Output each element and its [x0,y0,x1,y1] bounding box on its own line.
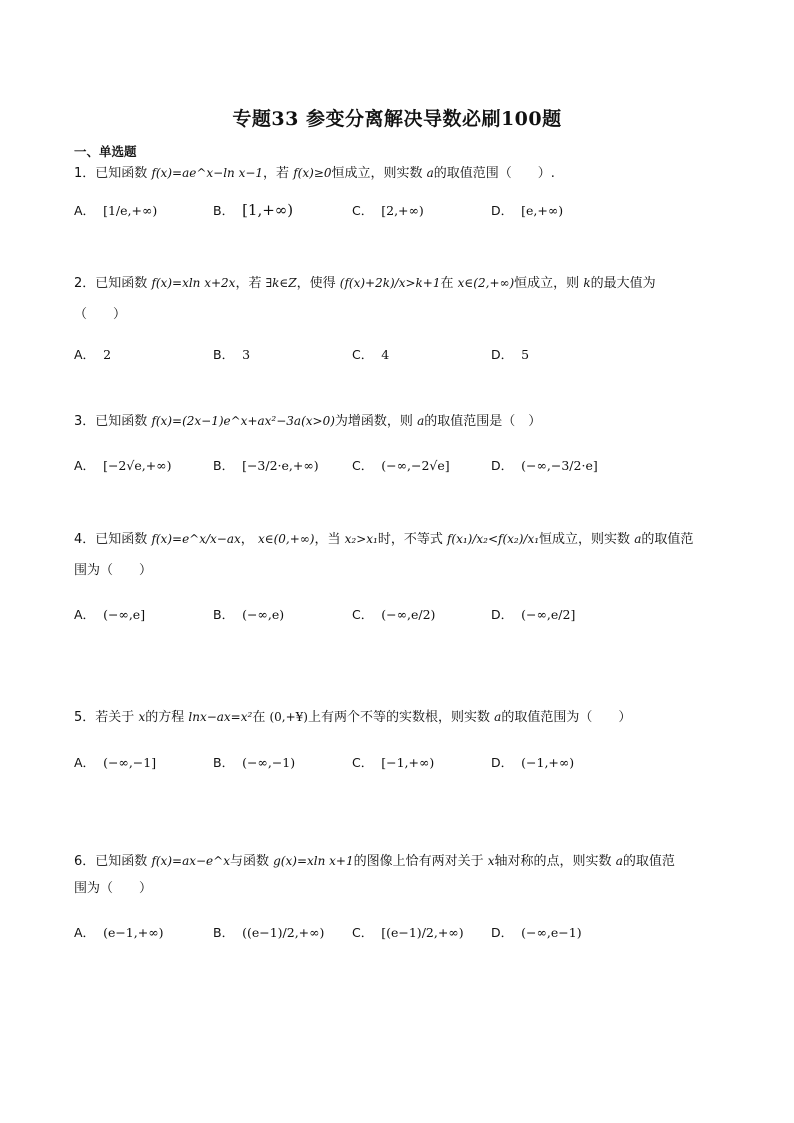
question-4 [74,530,724,582]
option-a[interactable]: A． (e−1,+∞) [74,924,164,940]
option-a[interactable]: A． [1/e,+∞) [74,202,158,218]
option-d[interactable]: D． 5 [491,346,530,362]
math-variable: a [494,710,502,724]
question-number: 4． [74,532,96,547]
math-expression: x∈(0,+∞) [257,532,315,546]
question-stem: 1．已知函数 f(x)=ae^x−ln x−1，若 f(x)≥0恒成立，则实数 a的取值范围（ ）. [74,166,555,181]
math-expression: f(x)=e^x/x−ax [151,532,241,546]
math-expression: f(x)=(2x−1)e^x+ax²−3a(x>0) [151,414,335,428]
option-d[interactable]: D． [e,+∞) [491,202,564,218]
question-stem: 3．已知函数 f(x)=(2x−1)e^x+ax²−3a(x>0)为增函数，则 a的取值范围是（ ） [74,414,542,429]
option-a[interactable]: A． 2 [74,346,112,362]
page-title: 专题33 参变分离解决导数必刷100题 [232,108,562,130]
math-variable: a [426,166,434,180]
math-variable: a [634,532,642,546]
option-b[interactable]: B． [1,+∞) [213,201,294,219]
options-row [74,917,724,947]
option-a[interactable]: A． (−∞,e] [74,606,146,622]
math-expression: ∃k∈Z [265,276,297,290]
option-b[interactable]: B． [−3/2·e,+∞) [213,457,319,473]
option-d[interactable]: D． (−∞,e−1) [491,924,582,940]
option-b[interactable]: B． ((e−1)/2,+∞) [213,924,325,940]
option-c[interactable]: C． [−1,+∞) [352,754,435,770]
options-row [74,747,724,777]
math-variable: a [615,854,623,868]
question-number: 1． [74,166,96,181]
option-c[interactable]: C． 4 [352,346,390,362]
math-expression: (f(x)+2k)/x>k+1 [339,276,441,290]
option-c[interactable]: C． (−∞,−2√e] [352,457,450,473]
question-5 [74,708,724,729]
question-1 [74,164,724,185]
question-stem-continued: 围为（ ） [74,880,153,896]
question-6 [74,852,724,900]
math-expression: g(x)=xln x+1 [273,854,354,868]
math-expression: (0,+¥) [269,710,308,724]
options-row [74,450,724,480]
question-stem: 6．已知函数 f(x)=ax−e^x与函数 g(x)=xln x+1的图像上恰有两对关于 x轴对称的点，则实数 a的取值范 [74,854,675,869]
question-number: 2． [74,276,96,291]
math-variable: a [417,414,425,428]
math-expression: x₂>x₁ [344,532,378,546]
question-stem-continued: 围为（ ） [74,562,153,578]
question-stem: 2．已知函数 f(x)=xln x+2x，若 ∃k∈Z，使得 (f(x)+2k)/x>k+1在 x∈(2,+∞)恒成立，则 k的最大值为 [74,276,656,291]
option-a[interactable]: A． [−2√e,+∞) [74,457,172,473]
option-b[interactable]: B． (−∞,−1) [213,754,296,770]
options-row [74,599,724,629]
section-heading: 一、单选题 [74,144,137,159]
question-number: 5． [74,710,96,725]
math-expression: f(x)=xln x+2x [151,276,236,290]
question-stem: 5．若关于 x的方程 lnx−ax=x²在 (0,+¥)上有两个不等的实数根，则实数 a的取值范围为（ ） [74,710,632,725]
question-number: 3． [74,414,96,429]
question-stem: 4．已知函数 f(x)=e^x/x−ax， x∈(0,+∞)，当 x₂>x₁时，不等式 f(x₁)/x₂<f(x₂)/x₁恒成立，则实数 a的取值范 [74,532,694,547]
option-c[interactable]: C． (−∞,e/2) [352,606,436,622]
option-c[interactable]: C． [2,+∞) [352,202,424,218]
options-row [74,195,724,225]
option-c[interactable]: C． [(e−1)/2,+∞) [352,924,464,940]
math-expression: f(x)≥0 [293,166,332,180]
math-expression: f(x)=ax−e^x [151,854,230,868]
math-expression: x∈(2,+∞) [457,276,515,290]
question-2 [74,274,724,326]
math-expression: f(x)=ae^x−ln x−1 [151,166,264,180]
math-expression: f(x₁)/x₂<f(x₂)/x₁ [446,532,540,546]
option-d[interactable]: D． (−1,+∞) [491,754,575,770]
option-b[interactable]: B． 3 [213,346,251,362]
question-stem-continued: （ ） [74,306,127,322]
math-variable: x [487,854,495,868]
math-variable: k [583,276,591,290]
math-expression: lnx−ax=x² [188,710,253,724]
option-b[interactable]: B． (−∞,e) [213,606,285,622]
option-a[interactable]: A． (−∞,−1] [74,754,157,770]
option-d[interactable]: D． (−∞,e/2] [491,606,576,622]
math-variable: x [138,710,146,724]
question-number: 6． [74,854,96,869]
option-d[interactable]: D． (−∞,−3/2·e] [491,457,598,473]
options-row [74,339,724,369]
question-3 [74,412,724,433]
